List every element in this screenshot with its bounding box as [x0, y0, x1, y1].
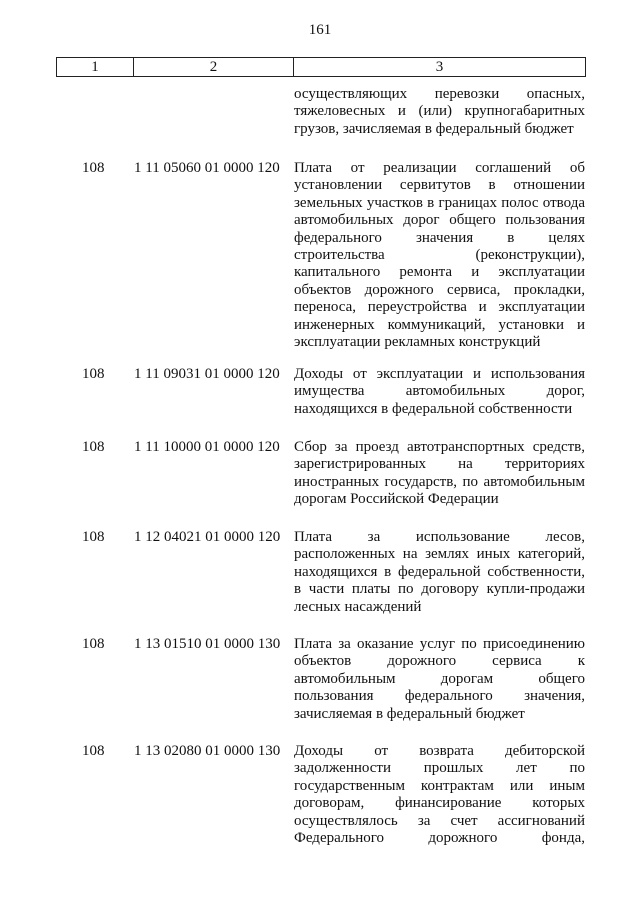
page-number: 161 [308, 22, 332, 38]
header-col-3: 3 [435, 59, 444, 75]
header-col-2: 2 [134, 58, 294, 76]
budget-code: 1 13 02080 01 0000 130 [134, 743, 281, 759]
text-line: автомобильных дорог общего пользования [294, 212, 585, 229]
admin-code: 108 [82, 743, 105, 759]
text-line: тяжеловесных и (или) крупногабаритных [294, 103, 585, 120]
text-line: эксплуатации рекламных конструкций [294, 333, 541, 350]
text-line: в части платы по договору купли-продажи [294, 581, 585, 598]
text-line: инженерных коммуникаций, установки и [294, 316, 585, 333]
admin-code: 108 [82, 439, 105, 455]
text-line: осуществляющих перевозки опасных, [294, 86, 585, 102]
income-description [294, 160, 585, 351]
text-line: земельных участков в границах полос отвода [294, 194, 585, 211]
text-line: дорогам Российской Федерации [294, 491, 499, 508]
text-line: автомобильным дорогам общего [294, 670, 585, 687]
text-line: Плата за оказание услуг по присоединению [294, 636, 585, 652]
admin-code: 108 [82, 160, 105, 176]
text-line: находящихся в федеральной собственности, [294, 563, 585, 580]
text-line: строительства (реконструкции), [294, 246, 585, 263]
text-line: установлении сервитутов в отношении [294, 177, 585, 194]
admin-code: 108 [82, 636, 105, 652]
income-description [294, 636, 585, 723]
text-line: капитального ремонта и эксплуатации [294, 264, 585, 281]
text-line: государственным контрактам или иным [294, 777, 585, 794]
header-col-1: 1 [57, 58, 134, 76]
text-line: грузов, зачисляемая в федеральный бюджет [294, 120, 574, 137]
text-line: Сбор за проезд автотранспортных средств, [294, 439, 585, 455]
text-line: зарегистрированных на территориях [294, 456, 585, 473]
budget-code: 1 13 01510 01 0000 130 [134, 636, 281, 652]
admin-code: 108 [82, 366, 105, 382]
text-line: договорам, финансирование которых [294, 795, 585, 812]
text-line: имущества автомобильных дорог, [294, 383, 585, 400]
table-header [56, 57, 586, 77]
text-line: Плата от реализации соглашений об [294, 160, 585, 176]
text-line: пользования федерального значения, [294, 688, 585, 705]
text-line: зачисляемая в федеральный бюджет [294, 705, 525, 722]
income-description [294, 743, 585, 847]
text-line: иностранных государств, по автомобильным [294, 473, 585, 490]
text-line: находящихся в федеральной собственности [294, 400, 573, 417]
budget-code: 1 11 09031 01 0000 120 [134, 366, 280, 382]
budget-code: 1 12 04021 01 0000 120 [134, 529, 281, 545]
text-line: Доходы от эксплуатации и использования [294, 366, 585, 382]
text-line: объектов дорожного сервиса, прокладки, [294, 281, 585, 298]
admin-code: 108 [82, 529, 105, 545]
text-line: федерального значения в целях [294, 229, 585, 246]
text-line: расположенных на землях иных категорий, [294, 546, 585, 563]
budget-code: 1 11 10000 01 0000 120 [134, 439, 280, 455]
text-line: объектов дорожного сервиса к [294, 653, 585, 670]
text-line: осуществлялось за счет ассигнований [294, 812, 585, 829]
text-line: лесных насаждений [294, 598, 422, 615]
text-line: переноса, переустройства и эксплуатации [294, 299, 585, 316]
income-description [294, 439, 585, 509]
income-description [294, 529, 585, 616]
continuation-text [294, 86, 585, 138]
income-description [294, 366, 585, 418]
text-line: задолженности прошлых лет по [294, 760, 585, 777]
text-line: Федерального дорожного фонда, [294, 829, 585, 846]
text-line: Плата за использование лесов, [294, 529, 585, 545]
text-line: Доходы от возврата дебиторской [294, 743, 585, 759]
budget-code: 1 11 05060 01 0000 120 [134, 160, 280, 176]
